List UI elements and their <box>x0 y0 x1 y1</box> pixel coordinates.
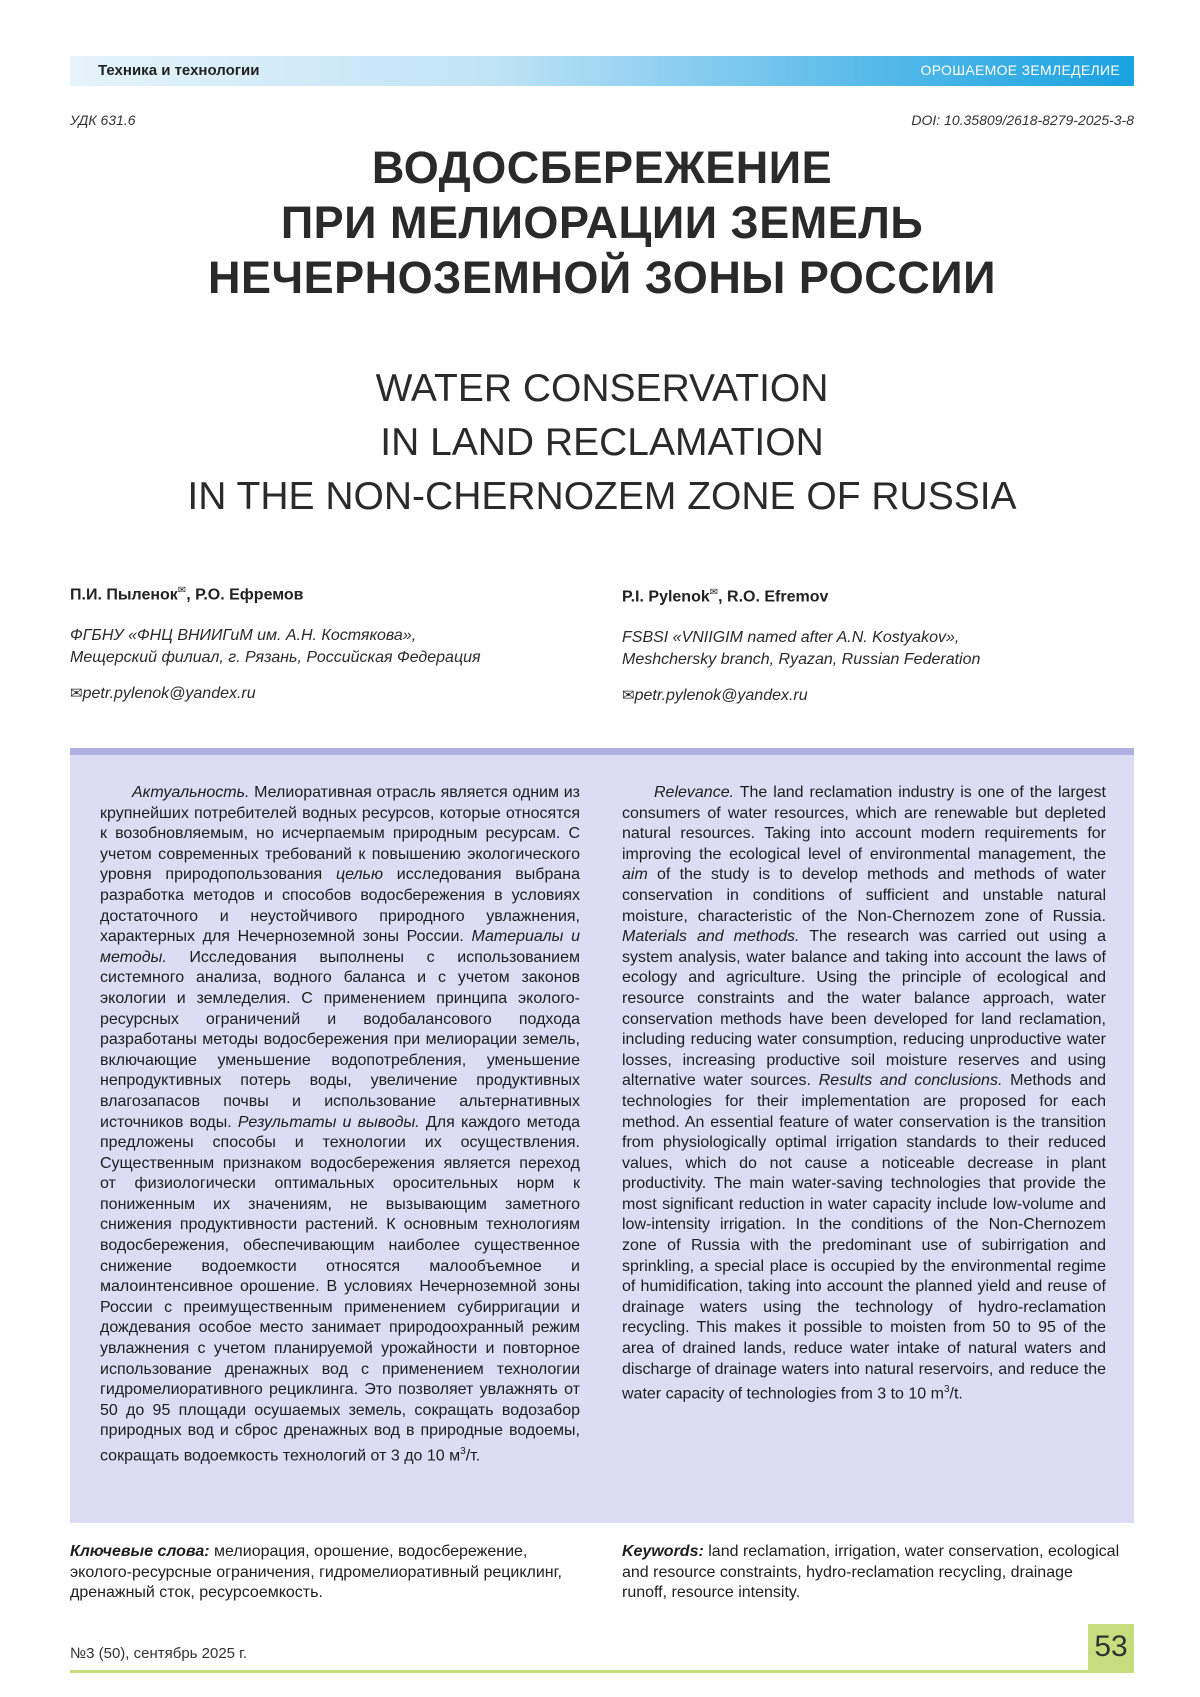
doi: DOI: 10.35809/2618-8279-2025-3-8 <box>911 112 1134 128</box>
abstract-english <box>622 783 1106 1405</box>
title-english <box>70 362 1134 524</box>
issue-info: №3 (50), сентябрь 2025 г. <box>70 1645 247 1662</box>
udk-code: УДК 631.6 <box>70 112 136 128</box>
title-en-line: WATER CONSERVATION <box>375 367 829 410</box>
title-ru-line: НЕЧЕРНОЗЕМНОЙ ЗОНЫ РОССИИ <box>208 252 996 303</box>
affiliation-english: FSBSI «VNIIGIM named after A.N. Kostyakov», Meshchersky branch, Ryazan, Russian Federation <box>622 629 981 668</box>
title-en-line: IN THE NON-CHERNOZEM ZONE OF RUSSIA <box>187 475 1017 518</box>
title-russian <box>70 140 1134 305</box>
page-number: 53 <box>1088 1624 1134 1670</box>
affiliation-russian: ФГБНУ «ФНЦ ВНИИГиМ им. А.Н. Костякова», Мещерский филиал, г. Рязань, Российская Федерация <box>70 627 481 666</box>
abstract-en-paragraph: Relevance. The land reclamation industry is one of the largest consumers of water resources, which are renewable but depleted natural resources. Taking into account modern requirements for improving the ecological level of environmental management, the aim of the study is to develop methods and methods of water conservation in conditions of sufficient and unstable natural moisture, characteristic of the Non-Chernozem zone of Russia. Materials and methods. The research was carried out using a system analysis, water balance and taking into account the laws of ecology and agriculture. Using the principle of ecological and resource constraints and the water balance approach, water conservation methods have been developed for land reclamation, including reducing water consumption, reducing unproductive water losses, increasing productive soil moisture reserves and using alternative water sources. Results and conclusions. Methods and technologies for their implementation are proposed for each method. An essential feature of water conservation is the transition from physiologically optimal irrigation standards to their reduced values, which do not cause a noticeable decrease in plant productivity. The main water-saving technologies that provide the most significant reduction in water capacity include low-volume and low-intensity irrigation. In the conditions of the Non-Chernozem zone of Russia with the predominant use of subirrigation and sprinkling, a special place is occupied by the environmental regime of humidification, taking into account the planned yield and reuse of drainage waters using the technology of hydro-reclamation recycling. This makes it possible to moisten from 50 to 95 of the area of drained lands, reduce water intake of natural waters and discharge of drainage waters into natural reservoirs, and reduce the water capacity of technologies from 3 to 10 $m^3/t$. <box>622 784 1107 1403</box>
abstract-ru-paragraph: Актуальность. Мелиоративная отрасль является одним из крупнейших потребителей водных ресурсов, которые относятся к возобновляемым, но исчерпаемым природным ресурсам. С учетом современных требований к повышению экологического уровня природопользования целью исследования выбрана разработка методов и способов водосбережения в условиях достаточного и неустойчивого природного увлажнения, характерных для Нечерноземной зоны России. Материалы и методы. Исследования выполнены с использованием системного анализа, водного баланса и с учетом законов экологии и земледелия. С применением принципа эколого-ресурсных ограничений и водобалансового подхода разработаны методы водосбережения при мелиорации земель, включающие уменьшение водопотребления, уменьшение непродуктивных потерь воды, увеличение продуктивных влагозапасов почвы и использование альтернативных источников воды. Результаты и выводы. Для каждого метода предложены способы и технологии их осуществления. Существенным признаком водосбережения является переход от физиологически оптимальных оросительных норм к пониженным их значениям, не вызывающим заметного снижения продуктивности растений. К основным технологиям водосбережения, обеспечивающим наиболее существенное снижение водоемкости относятся малообъемное и малоинтенсивное орошение. В условиях Нечерноземной зоны России с преимущественным применением субирригации и дождевания особое место занимает природоохранный режим увлажнения с учетом планируемой урожайности и повторное использование дренажных вод с применением технологии гидромелиоративного рециклинга. Это позволяет увлажнять от 50 до 95 площади осушаемых земель, сокращать водозабор природных вод и сброс дренажных вод в природные водоемы, сокращать водоемкость технологий от 3 до 10 $м^3/т$. <box>100 784 580 1465</box>
email-russian[interactable]: ✉petr.pylenok@yandex.ru <box>70 685 256 702</box>
corresponding-author-icon: ✉ <box>709 587 719 598</box>
section-header-band <box>70 56 1134 86</box>
authors-english: P.I. Pylenok✉, R.O. Efremov <box>622 587 829 606</box>
authors-russian: П.И. Пыленок✉, Р.О. Ефремов <box>70 585 304 604</box>
title-en-line: IN LAND RECLAMATION <box>380 421 824 464</box>
keywords-english: Keywords: land reclamation, irrigation, water conservation, ecological and resource constraints, hydro-reclamation recycling, drainage runoff, resource intensity. <box>622 1543 1120 1601</box>
envelope-icon: ✉ <box>622 687 635 704</box>
title-ru-line: ВОДОСБЕРЕЖЕНИЕ <box>371 142 833 193</box>
abstract-russian <box>100 783 580 1467</box>
email-english[interactable]: ✉petr.pylenok@yandex.ru <box>622 687 808 704</box>
abstract-box <box>70 748 1134 1523</box>
envelope-icon: ✉ <box>70 685 83 702</box>
keywords-russian: Ключевые слова: мелиорация, орошение, водосбережение, эколого-ресурсные ограничения, гидромелиоративный рециклинг, дренажный сток, ресурсоемкость. <box>70 1543 562 1601</box>
footer-rule <box>70 1670 1134 1673</box>
title-ru-line: ПРИ МЕЛИОРАЦИИ ЗЕМЕЛЬ <box>280 197 924 248</box>
section-right-label: ОРОШАЕМОЕ ЗЕМЛЕДЕЛИЕ <box>920 62 1120 78</box>
section-left-label: Техника и технологии <box>98 62 260 79</box>
corresponding-author-icon: ✉ <box>177 585 187 596</box>
